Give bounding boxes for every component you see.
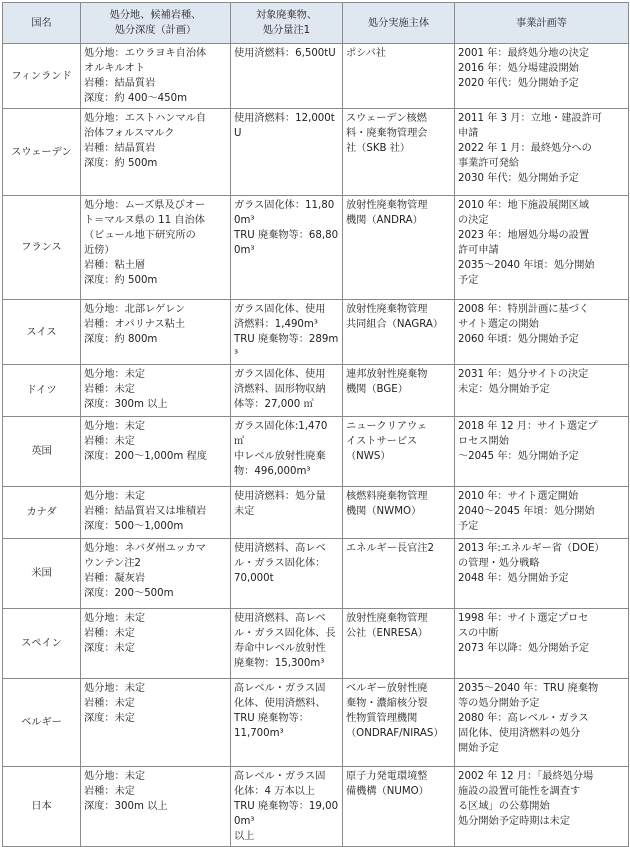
entity-line: （NWS） (346, 451, 391, 462)
header-waste: 対象廃棄物、 処分量注1 (231, 3, 343, 44)
waste-line: TRU 廃棄物等：19,000m³ (234, 801, 339, 827)
site-cell (81, 417, 231, 487)
disposal-table-wrapper (2, 2, 629, 847)
site-line: 岩種：未定 (84, 384, 135, 395)
waste-line: 物：496,000m³ (234, 466, 311, 477)
plan-line: 2023 年：地層処分場の設置 (458, 230, 590, 241)
plan-cell (455, 539, 629, 609)
waste-line: 廃棄物：15,300m³ (234, 658, 325, 669)
site-line: 岩種：結晶質岩又は堆積岩 (84, 506, 207, 517)
site-line: 岩種：未定 (84, 436, 135, 447)
site-line: 処分地：未定 (84, 421, 146, 432)
site-cell (81, 487, 231, 539)
table-row (3, 609, 629, 679)
waste-cell (231, 609, 343, 679)
site-line: 岩種：粘土層 (84, 260, 146, 271)
waste-cell (231, 767, 343, 847)
plan-line: 2001 年：最終処分地の決定 (458, 48, 590, 59)
country-name: スイス (26, 326, 57, 338)
site-cell (81, 44, 231, 109)
plan-line: 2073 年以降：処分開始予定 (458, 643, 590, 654)
entity-line: 放射性廃棄物管理 (346, 200, 428, 211)
plan-line: 許可申請 (458, 245, 499, 256)
plan-line: 等の処分開始予定 (458, 698, 540, 709)
table-row (3, 767, 629, 847)
country-name: フィンランド (11, 70, 72, 82)
site-line: 深度：未定 (84, 713, 135, 724)
country-name: フランス (21, 242, 62, 253)
table-row (3, 300, 629, 365)
waste-cell (231, 679, 343, 767)
site-cell (81, 679, 231, 767)
site-line: 深度：約 400～450m (84, 93, 187, 104)
waste-line: 体等：27,000 ㎥ (234, 399, 314, 410)
site-cell (81, 300, 231, 365)
entity-line: 棄物・濃縮核分裂 (346, 698, 428, 709)
country-name: 英国 (31, 446, 52, 457)
table-row (3, 44, 629, 109)
entity-line: 連邦放射性廃棄物 (346, 369, 428, 380)
entity-line: 放射性廃棄物管理 (346, 613, 428, 624)
entity-line: 社（SKB 社） (346, 143, 411, 154)
entity-line: 放射性廃棄物管理 (346, 304, 428, 315)
site-line: 処分地：北部レゲレン (84, 304, 186, 315)
site-line: 治体フォルスマルク (84, 128, 175, 139)
entity-line: （ONDRAF/NIRAS） (346, 728, 444, 739)
plan-line: サイト選定の開始 (458, 319, 539, 330)
entity-cell (343, 109, 455, 196)
waste-line: ル・ガラス固化体： (234, 558, 326, 569)
plan-line: 予定 (458, 275, 479, 286)
country-name: 米国 (31, 568, 52, 579)
plan-cell (455, 44, 629, 109)
header-country: 国名 (3, 3, 81, 44)
plan-line: 処分開始予定時期は未定 (458, 816, 571, 827)
waste-line: 高レベル・ガラス固 (234, 771, 326, 782)
plan-line: 2016 年：処分場建設開始 (458, 63, 579, 74)
entity-cell (343, 196, 455, 300)
plan-line: 2008 年：特別計画に基づく (458, 304, 590, 315)
plan-line: 固化体、使用済燃料の処分 (458, 728, 581, 739)
country-name: 日本 (31, 801, 52, 812)
table-row (3, 487, 629, 539)
plan-cell (455, 365, 629, 417)
plan-line: 1998 年：サイト選定プロセ (458, 613, 589, 624)
entity-cell (343, 417, 455, 487)
country-name: スペイン (21, 638, 62, 649)
plan-cell (455, 300, 629, 365)
waste-line: ル・ガラス固化体、長 (234, 628, 336, 639)
plan-line: ～2045 年：処分開始予定 (458, 451, 579, 462)
waste-line: 使用済燃料：処分量 (234, 491, 326, 502)
site-line: 処分地：ムーズ県及びオー (84, 200, 206, 211)
header-plan: 事業計画等 (455, 3, 629, 44)
header-site: 処分地、候補岩種、 処分深度（計画） (81, 3, 231, 44)
entity-line: エネルギー長官注2 (346, 543, 434, 554)
site-cell (81, 365, 231, 417)
site-line: 処分地：未定 (84, 613, 146, 624)
entity-line: 核燃料廃棄物管理 (346, 491, 428, 502)
waste-line: ガラス固化体:1,470 ㎥ (234, 421, 331, 447)
site-line: 処分地：エウラヨキ自治体 (84, 48, 207, 59)
plan-line: 2048 年：処分開始予定 (458, 573, 569, 584)
entity-cell (343, 365, 455, 417)
header-row (3, 3, 629, 44)
entity-cell (343, 609, 455, 679)
entity-cell (343, 300, 455, 365)
site-line: 深度：約 500m (84, 158, 158, 169)
waste-line: 高レベル・ガラス固 (234, 683, 326, 694)
disposal-plans-table (2, 2, 629, 847)
country-cell (3, 365, 81, 417)
plan-line: 未定：処分開始予定 (458, 384, 550, 395)
waste-line: 11,700m³ (234, 728, 284, 739)
site-cell (81, 196, 231, 300)
entity-line: 性物質管理機関 (346, 713, 418, 724)
site-line: （ビュール地下研究所の (84, 230, 196, 241)
site-line: 深度：500～1,000m (84, 521, 184, 532)
plan-line: 2010 年：地下施設展開区域 (458, 200, 590, 211)
plan-line: 2040～2045 年頃：処分開始 (458, 506, 595, 517)
country-cell (3, 679, 81, 767)
entity-line: 原子力発電環境整 (346, 771, 428, 782)
entity-cell (343, 44, 455, 109)
waste-line: TRU 廃棄物等：68,800m³ (234, 230, 339, 256)
site-line: 処分地：ネバダ州ユッカマ (84, 543, 206, 554)
waste-line: ガラス固化体、使用 (234, 369, 326, 380)
entity-line: 公社（ENRESA） (346, 628, 428, 639)
table-body (3, 44, 629, 847)
waste-line: TRU 廃棄物等： (234, 713, 309, 724)
site-line: 岩種：結晶質岩 (84, 143, 156, 154)
waste-line: 使用済燃料：6,500tU (234, 48, 336, 59)
waste-line: ガラス固化体、使用 (234, 304, 326, 315)
plan-line: の決定 (458, 215, 489, 226)
entity-line: ニュークリアウェ (346, 421, 428, 432)
plan-line: ロセス開始 (458, 436, 509, 447)
entity-line: スウェーデン核燃 (346, 113, 427, 124)
waste-line: 化体：4 万本以上 (234, 786, 316, 797)
waste-line: 使用済燃料、高レベ (234, 613, 326, 624)
plan-line: 2002 年 12 月：「最終処分場 (458, 771, 594, 782)
site-line: 処分地：未定 (84, 683, 146, 694)
plan-line: る区域」の公募開始 (458, 801, 550, 812)
entity-cell (343, 539, 455, 609)
waste-cell (231, 365, 343, 417)
site-cell (81, 539, 231, 609)
waste-line: TRU 廃棄物等：289m³ (234, 334, 339, 360)
waste-line: 寿命中レベル放射性 (234, 643, 326, 654)
country-cell (3, 44, 81, 109)
site-line: 深度：200～1,000m 程度 (84, 451, 207, 462)
entity-line: ベルギー放射性廃 (346, 683, 428, 694)
site-line: 近傍） (84, 245, 115, 256)
entity-line: 機関（BGE） (346, 384, 408, 395)
entity-line: 共同組合（NAGRA） (346, 319, 444, 330)
entity-line: ポシバ社 (346, 48, 387, 59)
waste-line: ガラス固化体：11,800m³ (234, 200, 335, 226)
plan-line: 2030 年代：処分開始予定 (458, 173, 579, 184)
site-line: ウンテン注2 (84, 558, 141, 569)
site-line: 処分地：未定 (84, 491, 146, 502)
waste-line: 使用済燃料、高レベ (234, 543, 326, 554)
site-line: 処分地：エストハンマル自 (84, 113, 207, 124)
plan-line: 2022 年 1 月：最終処分への (458, 143, 592, 154)
plan-line: 開始予定 (458, 743, 499, 754)
waste-line: 使用済燃料：12,000tU (234, 113, 335, 139)
country-cell (3, 487, 81, 539)
country-cell (3, 109, 81, 196)
waste-line: 以上 (234, 831, 255, 842)
table-row (3, 196, 629, 300)
plan-line: 2011 年 3 月：立地・建設許可 (458, 113, 602, 124)
site-cell (81, 109, 231, 196)
country-cell (3, 539, 81, 609)
site-line: 岩種：未定 (84, 628, 135, 639)
plan-line: 2035～2040 年頃：処分開始 (458, 260, 595, 271)
plan-line: 予定 (458, 521, 479, 532)
table-row (3, 539, 629, 609)
entity-line: イストサービス (346, 436, 418, 447)
site-line: 岩種：凝灰岩 (84, 573, 146, 584)
plan-line: 2060 年頃：処分開始予定 (458, 334, 579, 345)
site-cell (81, 767, 231, 847)
plan-line: 2010 年：サイト選定開始 (458, 491, 579, 502)
site-line: ト＝マルヌ県の 11 自治体 (84, 215, 205, 226)
site-line: 処分地：未定 (84, 771, 146, 782)
header-entity: 処分実施主体 (343, 3, 455, 44)
waste-line: 中レベル放射性廃棄 (234, 451, 326, 462)
plan-line: 2080 年：高レベル・ガラス (458, 713, 589, 724)
site-line: 深度：300m 以上 (84, 399, 168, 410)
country-name: ベルギー (21, 717, 62, 728)
plan-cell (455, 679, 629, 767)
plan-line: の管理・処分戦略 (458, 558, 540, 569)
plan-line: 2020 年代：処分開始予定 (458, 78, 579, 89)
entity-line: 料・廃棄物管理会 (346, 128, 428, 139)
country-name: カナダ (26, 507, 57, 518)
site-line: 深度：約 800m (84, 334, 158, 345)
plan-line: 事業許可発給 (458, 158, 520, 169)
site-line: 深度：未定 (84, 643, 135, 654)
country-cell (3, 417, 81, 487)
entity-line: 備機構（NUMO） (346, 786, 429, 797)
waste-line: 70,000t (234, 573, 274, 584)
site-line: オルキルオト (84, 63, 146, 74)
plan-line: 2018 年 12 月：サイト選定プ (458, 421, 598, 432)
plan-line: 2035～2040 年：TRU 廃棄物 (458, 683, 599, 694)
waste-line: 化体、使用済燃料、 (234, 698, 326, 709)
country-name: スウェーデン (11, 146, 72, 158)
site-line: 岩種：結晶質岩 (84, 78, 156, 89)
site-cell (81, 609, 231, 679)
waste-cell (231, 196, 343, 300)
site-line: 深度：300m 以上 (84, 801, 168, 812)
country-cell (3, 609, 81, 679)
plan-line: 2031 年：処分サイトの決定 (458, 369, 589, 380)
site-line: 岩種：未定 (84, 698, 135, 709)
entity-line: 機関（ANDRA） (346, 215, 423, 226)
country-cell (3, 196, 81, 300)
table-row (3, 109, 629, 196)
entity-cell (343, 487, 455, 539)
plan-cell (455, 196, 629, 300)
entity-cell (343, 679, 455, 767)
waste-cell (231, 109, 343, 196)
plan-line: スの中断 (458, 628, 499, 639)
plan-line: 申請 (458, 128, 479, 139)
waste-cell (231, 487, 343, 539)
site-line: 岩種：未定 (84, 786, 135, 797)
waste-line: 済燃料：1,490m³ (234, 319, 318, 330)
table-row (3, 679, 629, 767)
plan-cell (455, 109, 629, 196)
waste-cell (231, 44, 343, 109)
waste-cell (231, 300, 343, 365)
plan-line: 施設の設置可能性を調査す (458, 786, 581, 797)
entity-cell (343, 767, 455, 847)
entity-line: 機関（NWMO） (346, 506, 422, 517)
site-line: 岩種：オパリナス粘土 (84, 319, 186, 330)
plan-cell (455, 487, 629, 539)
plan-cell (455, 767, 629, 847)
country-name: ドイツ (26, 385, 57, 396)
plan-cell (455, 417, 629, 487)
waste-line: 済燃料、固形物収納 (234, 384, 326, 395)
site-line: 深度：200～500m (84, 588, 174, 599)
plan-line: 2013 年:エネルギー省（DOE） (458, 543, 605, 554)
plan-cell (455, 609, 629, 679)
table-row (3, 365, 629, 417)
waste-cell (231, 417, 343, 487)
site-line: 処分地：未定 (84, 369, 146, 380)
table-row (3, 417, 629, 487)
country-cell (3, 767, 81, 847)
site-line: 深度：約 500m (84, 275, 158, 286)
waste-cell (231, 539, 343, 609)
waste-line: 未定 (234, 506, 255, 517)
country-cell (3, 300, 81, 365)
